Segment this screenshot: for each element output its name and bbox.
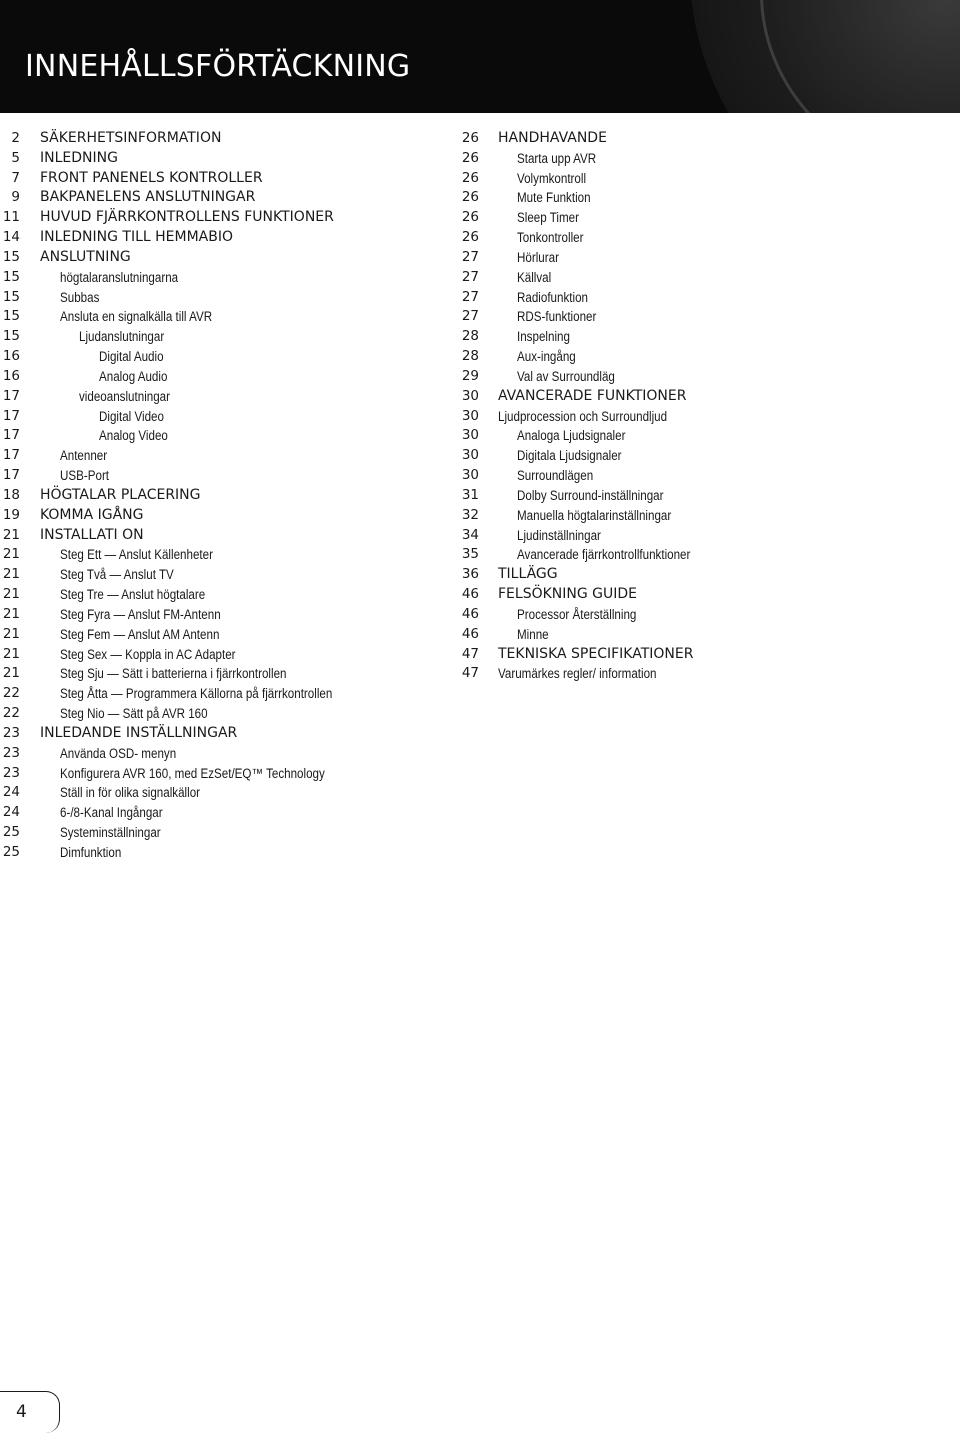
- toc-entry[interactable]: [0, 506, 450, 526]
- toc-entry[interactable]: [0, 764, 450, 784]
- toc-entry[interactable]: [0, 208, 450, 228]
- toc-page-number: 18: [2, 486, 20, 503]
- toc-page-number: 5: [11, 149, 20, 166]
- toc-page-number: 21: [2, 625, 20, 642]
- toc-subsection-title: Källval: [517, 269, 552, 285]
- toc-subsection-title: Val av Surroundläg: [517, 368, 615, 384]
- toc-page-number: 24: [2, 784, 20, 801]
- toc-subsection-title: Digital Audio: [99, 349, 164, 365]
- toc-section-title: HUVUD FJÄRRKONTROLLENS FUNKTIONER: [40, 209, 334, 226]
- toc-entry[interactable]: [440, 545, 960, 565]
- toc-subsection-title: Ljudprocession och Surroundljud: [498, 408, 668, 424]
- toc-page-number: 21: [2, 645, 20, 662]
- toc-entry[interactable]: [0, 704, 450, 724]
- toc-section-title: INLEDNING TILL HEMMABIO: [40, 229, 233, 246]
- toc-entry[interactable]: [0, 684, 450, 704]
- toc-entry[interactable]: [0, 288, 450, 308]
- toc-subsection-title: Systeminställningar: [60, 824, 161, 840]
- toc-page-number: 21: [2, 526, 20, 543]
- toc-page-number: 27: [461, 268, 479, 285]
- page-number: 4: [16, 1402, 27, 1422]
- toc-subsection-title: Dolby Surround-inställningar: [517, 487, 664, 503]
- toc-entry[interactable]: [0, 486, 450, 506]
- toc-page-number: 27: [461, 248, 479, 265]
- toc-subsection-title: Starta upp AVR: [517, 150, 597, 166]
- toc-page-number: 26: [461, 149, 479, 166]
- toc-entry[interactable]: [0, 367, 450, 387]
- toc-subsection-title: Ställ in för olika signalkällor: [60, 785, 201, 801]
- toc-subsection-title: Surroundlägen: [517, 468, 594, 484]
- page-title: INNEHÅLLSFÖRTÄCKNING: [25, 49, 411, 84]
- toc-entry[interactable]: [440, 407, 960, 427]
- toc-subsection-title: Digitala Ljudsignaler: [517, 448, 622, 464]
- toc-entry[interactable]: [440, 268, 960, 288]
- toc-page-number: 15: [2, 308, 20, 325]
- toc-page-number: 30: [461, 407, 479, 424]
- toc-entry[interactable]: [440, 228, 960, 248]
- toc-page-number: 30: [461, 387, 479, 404]
- toc-section-title: FELSÖKNING GUIDE: [498, 586, 638, 603]
- toc-subsection-title: RDS-funktioner: [517, 309, 597, 325]
- toc-page-number: 15: [2, 288, 20, 305]
- toc-entry[interactable]: [440, 446, 960, 466]
- toc-page-number: 27: [461, 288, 479, 305]
- toc-page-number: 29: [461, 367, 479, 384]
- toc-subsection-title: Steg Nio — Sätt på AVR 160: [60, 706, 208, 722]
- toc-entry[interactable]: [440, 526, 960, 546]
- toc-page-number: 15: [2, 268, 20, 285]
- toc-entry[interactable]: [0, 248, 450, 268]
- toc-entry[interactable]: [0, 327, 450, 347]
- toc-page-number: 46: [461, 605, 479, 622]
- toc-page-number: 9: [11, 189, 20, 206]
- toc-subsection-title: 6-/8-Kanal Ingångar: [60, 805, 163, 821]
- toc-entry[interactable]: [0, 605, 450, 625]
- toc-entry[interactable]: [440, 129, 960, 149]
- toc-subsection-title: Volymkontroll: [517, 170, 587, 186]
- toc-entry[interactable]: [0, 307, 450, 327]
- toc-entry[interactable]: [0, 744, 450, 764]
- toc-entry[interactable]: [440, 169, 960, 189]
- toc-entry[interactable]: [440, 585, 960, 605]
- toc-subsection-title: USB-Port: [60, 468, 110, 484]
- toc-entry[interactable]: [440, 466, 960, 486]
- toc-section-title: FRONT PANENELS KONTROLLER: [40, 169, 263, 186]
- toc-subsection-title: Digital Video: [99, 408, 164, 424]
- toc-page-number: 26: [461, 130, 479, 146]
- toc-section-title: SÄKERHETSINFORMATION: [40, 130, 222, 146]
- toc-page-number: 34: [461, 526, 479, 543]
- toc-subsection-title: Manuella högtalarinställningar: [517, 507, 672, 523]
- toc-entry[interactable]: [0, 526, 450, 546]
- toc-subsection-title: Ansluta en signalkälla till AVR: [60, 309, 213, 325]
- toc-page-number: 23: [2, 764, 20, 781]
- toc-page-number: 24: [2, 804, 20, 821]
- toc-section-title: TILLÄGG: [498, 566, 558, 583]
- toc-section-title: HANDHAVANDE: [498, 130, 607, 146]
- toc-subsection-title: Analoga Ljudsignaler: [517, 428, 626, 444]
- toc-page-number: 11: [2, 209, 20, 226]
- toc-subsection-title: Ljudanslutningar: [79, 329, 165, 345]
- toc-entry[interactable]: [0, 129, 450, 149]
- toc-subsection-title: Steg Fem — Anslut AM Antenn: [60, 626, 220, 642]
- toc-entry[interactable]: [0, 268, 450, 288]
- toc-subsection-title: Radiofunktion: [517, 289, 589, 305]
- toc-page-number: 28: [461, 348, 479, 365]
- header-banner: [0, 0, 960, 113]
- toc-page-number: 36: [461, 566, 479, 583]
- toc-page-number: 22: [2, 685, 20, 702]
- toc-entry[interactable]: [0, 169, 450, 189]
- toc-page-number: 19: [2, 506, 20, 523]
- toc-subsection-title: Ljudinställningar: [517, 527, 601, 543]
- toc-entry[interactable]: [440, 188, 960, 208]
- toc-entry[interactable]: [440, 506, 960, 526]
- toc-subsection-title: Avancerade fjärrkontrollfunktioner: [517, 547, 691, 563]
- toc-entry[interactable]: [0, 585, 450, 605]
- toc-page-number: 21: [2, 546, 20, 563]
- toc-page-number: 7: [11, 169, 20, 186]
- toc-page-number: 46: [461, 625, 479, 642]
- toc-entry[interactable]: [440, 664, 960, 684]
- toc-subsection-title: Dimfunktion: [60, 844, 122, 860]
- toc-page-number: 26: [461, 169, 479, 186]
- toc-subsection-title: Inspelning: [517, 329, 570, 345]
- toc-page-number: 25: [2, 843, 20, 860]
- toc-entry[interactable]: [440, 288, 960, 308]
- toc-left-column: [0, 129, 450, 863]
- toc-page-number: 32: [461, 506, 479, 523]
- toc-entry[interactable]: [440, 208, 960, 228]
- toc-subsection-title: Aux-ingång: [517, 349, 576, 365]
- toc-entry[interactable]: [0, 724, 450, 744]
- toc-entry[interactable]: [0, 565, 450, 585]
- toc-page-number: 2: [11, 130, 20, 146]
- toc-entry[interactable]: [0, 228, 450, 248]
- toc-subsection-title: Varumärkes regler/ information: [498, 666, 657, 682]
- toc-page-number: 21: [2, 566, 20, 583]
- toc-page-number: 21: [2, 665, 20, 682]
- toc-section-title: AVANCERADE FUNKTIONER: [498, 387, 687, 404]
- toc-section-title: BAKPANELENS ANSLUTNINGAR: [40, 189, 256, 206]
- toc-page-number: 23: [2, 724, 20, 741]
- toc-subsection-title: Steg Sex — Koppla in AC Adapter: [60, 646, 236, 662]
- toc-page-number: 26: [461, 189, 479, 206]
- toc-page-number: 23: [2, 744, 20, 761]
- toc-page-number: 15: [2, 328, 20, 345]
- toc-entry[interactable]: [440, 367, 960, 387]
- toc-page-number: 21: [2, 586, 20, 603]
- toc-section-title: TEKNISKA SPECIFIKATIONER: [498, 645, 694, 662]
- toc-entry[interactable]: [0, 625, 450, 645]
- toc-entry[interactable]: [0, 823, 450, 843]
- toc-page-number: 17: [2, 467, 20, 484]
- toc-page-number: 15: [2, 248, 20, 265]
- toc-subsection-title: Steg Fyra — Anslut FM-Antenn: [60, 606, 221, 622]
- toc-section-title: HÖGTALAR PLACERING: [40, 486, 201, 503]
- toc-entry[interactable]: [440, 327, 960, 347]
- toc-entry[interactable]: [440, 645, 960, 665]
- toc-page-number: 26: [461, 209, 479, 226]
- toc-page-number: 17: [2, 427, 20, 444]
- toc-subsection-title: videoanslutningar: [79, 388, 171, 404]
- toc-subsection-title: Steg Sju — Sätt i batterierna i fjärrkontrollen: [60, 666, 287, 682]
- toc-entry[interactable]: [0, 645, 450, 665]
- toc-page-number: 16: [2, 367, 20, 384]
- toc-section-title: INLEDNING: [40, 149, 118, 166]
- toc-entry[interactable]: [0, 387, 450, 407]
- toc-subsection-title: Använda OSD- menyn: [60, 745, 177, 761]
- toc-section-title: INLEDANDE INSTÄLLNINGAR: [40, 724, 238, 741]
- toc-section-title: INSTALLATI ON: [40, 526, 144, 543]
- toc-subsection-title: Minne: [517, 626, 549, 642]
- toc-subsection-title: Sleep Timer: [517, 210, 579, 226]
- toc-entry[interactable]: [0, 149, 450, 169]
- toc-entry[interactable]: [440, 149, 960, 169]
- toc-section-title: ANSLUTNING: [40, 248, 131, 265]
- toc-subsection-title: Tonkontroller: [517, 230, 584, 246]
- toc-page-number: 47: [461, 645, 479, 662]
- toc-subsection-title: Analog Video: [99, 428, 168, 444]
- toc-section-title: KOMMA IGÅNG: [40, 506, 144, 523]
- toc-entry[interactable]: [0, 783, 450, 803]
- toc-page-number: 17: [2, 387, 20, 404]
- toc-page-number: 22: [2, 705, 20, 722]
- toc-subsection-title: Steg Ett — Anslut Källenheter: [60, 547, 213, 563]
- toc-page-number: 31: [461, 486, 479, 503]
- toc-page-number: 30: [461, 427, 479, 444]
- toc-page-number: 27: [461, 308, 479, 325]
- toc-subsection-title: Processor Återställning: [517, 606, 637, 622]
- toc-subsection-title: Mute Funktion: [517, 190, 591, 206]
- toc-entry[interactable]: [0, 466, 450, 486]
- toc-page-number: 25: [2, 823, 20, 840]
- toc-entry[interactable]: [0, 347, 450, 367]
- page-number-tab: [0, 1391, 60, 1433]
- toc-page-number: 17: [2, 447, 20, 464]
- toc-page-number: 14: [2, 229, 20, 246]
- toc-subsection-title: Analog Audio: [99, 368, 168, 384]
- toc-page-number: 30: [461, 447, 479, 464]
- toc-page-number: 17: [2, 407, 20, 424]
- toc-page-number: 16: [2, 348, 20, 365]
- toc-subsection-title: Steg Två — Anslut TV: [60, 567, 174, 583]
- toc-page-number: 26: [461, 229, 479, 246]
- toc-entry[interactable]: [0, 407, 450, 427]
- toc-entry[interactable]: [0, 843, 450, 863]
- toc-entry[interactable]: [0, 426, 450, 446]
- toc-entry[interactable]: [440, 248, 960, 268]
- toc-subsection-title: Steg Åtta — Programmera Källorna på fjärrkontrollen: [60, 686, 333, 702]
- toc-entry[interactable]: [440, 486, 960, 506]
- toc-page-number: 21: [2, 605, 20, 622]
- toc-entry[interactable]: [440, 605, 960, 625]
- toc-page-number: 28: [461, 328, 479, 345]
- toc-page-number: 47: [461, 665, 479, 682]
- toc-entry[interactable]: [0, 664, 450, 684]
- toc-entry[interactable]: [440, 347, 960, 367]
- toc-subsection-title: Hörlurar: [517, 249, 559, 265]
- toc-entry[interactable]: [0, 545, 450, 565]
- toc-page-number: 35: [461, 546, 479, 563]
- toc-subsection-title: högtalaranslutningarna: [60, 269, 179, 285]
- toc-right-column: [440, 129, 960, 684]
- toc-subsection-title: Antenner: [60, 448, 108, 464]
- toc-entry[interactable]: [440, 625, 960, 645]
- toc-entry[interactable]: [0, 803, 450, 823]
- toc-entry[interactable]: [440, 565, 960, 585]
- toc-subsection-title: Steg Tre — Anslut högtalare: [60, 587, 206, 603]
- toc-subsection-title: Konfigurera AVR 160, med EzSet/EQ™ Technology: [60, 765, 325, 781]
- toc-entry[interactable]: [0, 446, 450, 466]
- toc-entry[interactable]: [440, 307, 960, 327]
- toc-subsection-title: Subbas: [60, 289, 100, 305]
- toc-entry[interactable]: [440, 387, 960, 407]
- toc-page-number: 46: [461, 586, 479, 603]
- toc-entry[interactable]: [0, 188, 450, 208]
- toc-entry[interactable]: [440, 426, 960, 446]
- toc-page-number: 30: [461, 467, 479, 484]
